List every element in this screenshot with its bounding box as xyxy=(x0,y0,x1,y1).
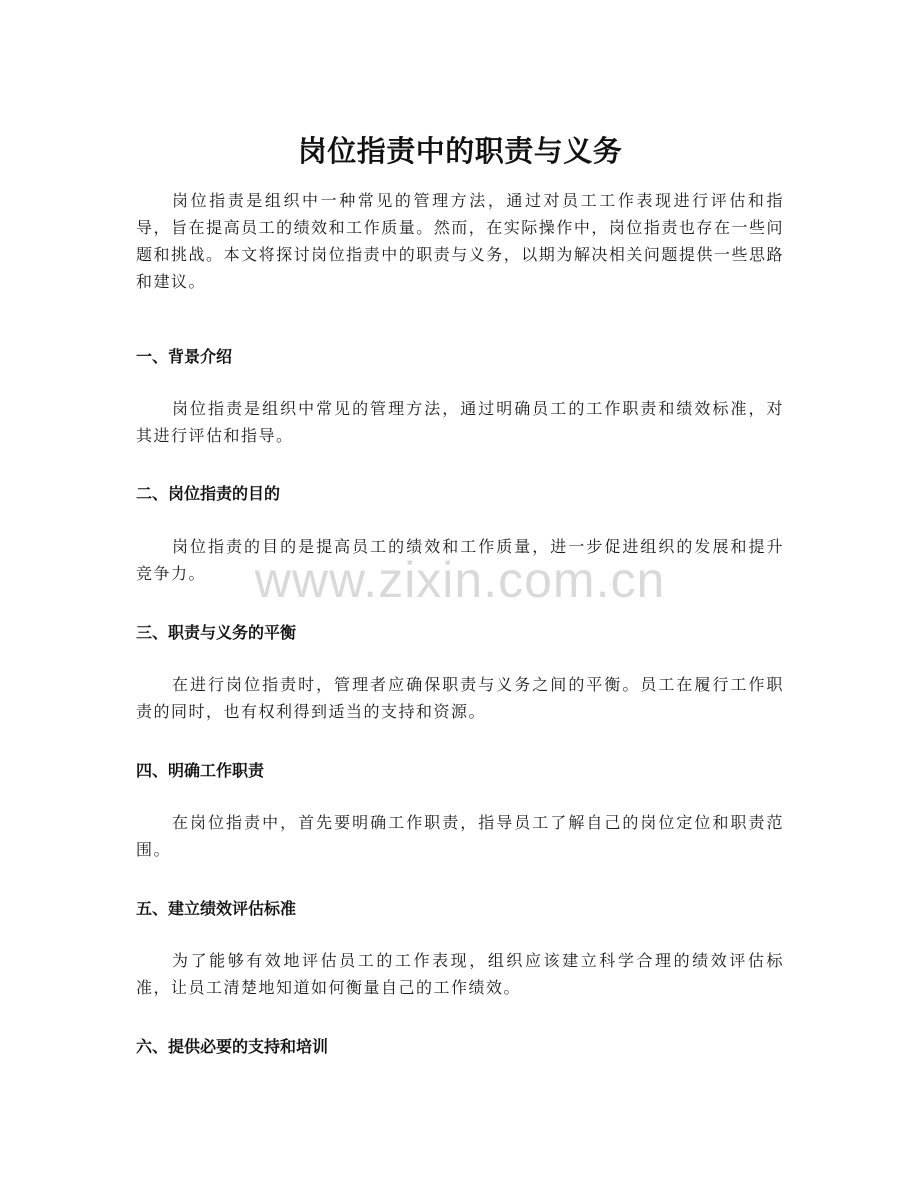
section-body-5: 为了能够有效地评估员工的工作表现，组织应该建立科学合理的绩效评估标准，让员工清楚地知道如何衡量自己的工作绩效。 xyxy=(136,951,784,997)
intro-paragraph: 岗位指责是组织中一种常见的管理方法，通过对员工工作表现进行评估和指导，旨在提高员工的绩效和工作质量。然而，在实际操作中，岗位指责也存在一些问题和挑战。本文将探讨岗位指责中的职责与义务，以期为解决相关问题提供一些思路和建议。 xyxy=(136,191,784,291)
watermark: www.zixin.com.cn xyxy=(254,552,666,608)
section-body-4: 在岗位指责中，首先要明确工作职责，指导员工了解自己的岗位定位和职责范围。 xyxy=(136,813,784,859)
section-heading-1: 一、背景介绍 xyxy=(136,347,233,366)
section-heading-5: 五、建立绩效评估标准 xyxy=(136,899,297,918)
section-heading-3: 三、职责与义务的平衡 xyxy=(136,623,297,642)
page-title: 岗位指责中的职责与义务 xyxy=(297,134,623,169)
section-body-2: 岗位指责的目的是提高员工的绩效和工作质量，进一步促进组织的发展和提升竞争力。 xyxy=(136,537,784,583)
section-heading-4: 四、明确工作职责 xyxy=(136,761,265,780)
section-body-3: 在进行岗位指责时，管理者应确保职责与义务之间的平衡。员工在履行工作职责的同时，也有权利得到适当的支持和资源。 xyxy=(136,675,784,721)
section-heading-2: 二、岗位指责的目的 xyxy=(136,484,281,503)
section-body-1: 岗位指责是组织中常见的管理方法，通过明确员工的工作职责和绩效标准，对其进行评估和指导。 xyxy=(136,399,784,445)
section-heading-6: 六、提供必要的支持和培训 xyxy=(136,1037,329,1056)
